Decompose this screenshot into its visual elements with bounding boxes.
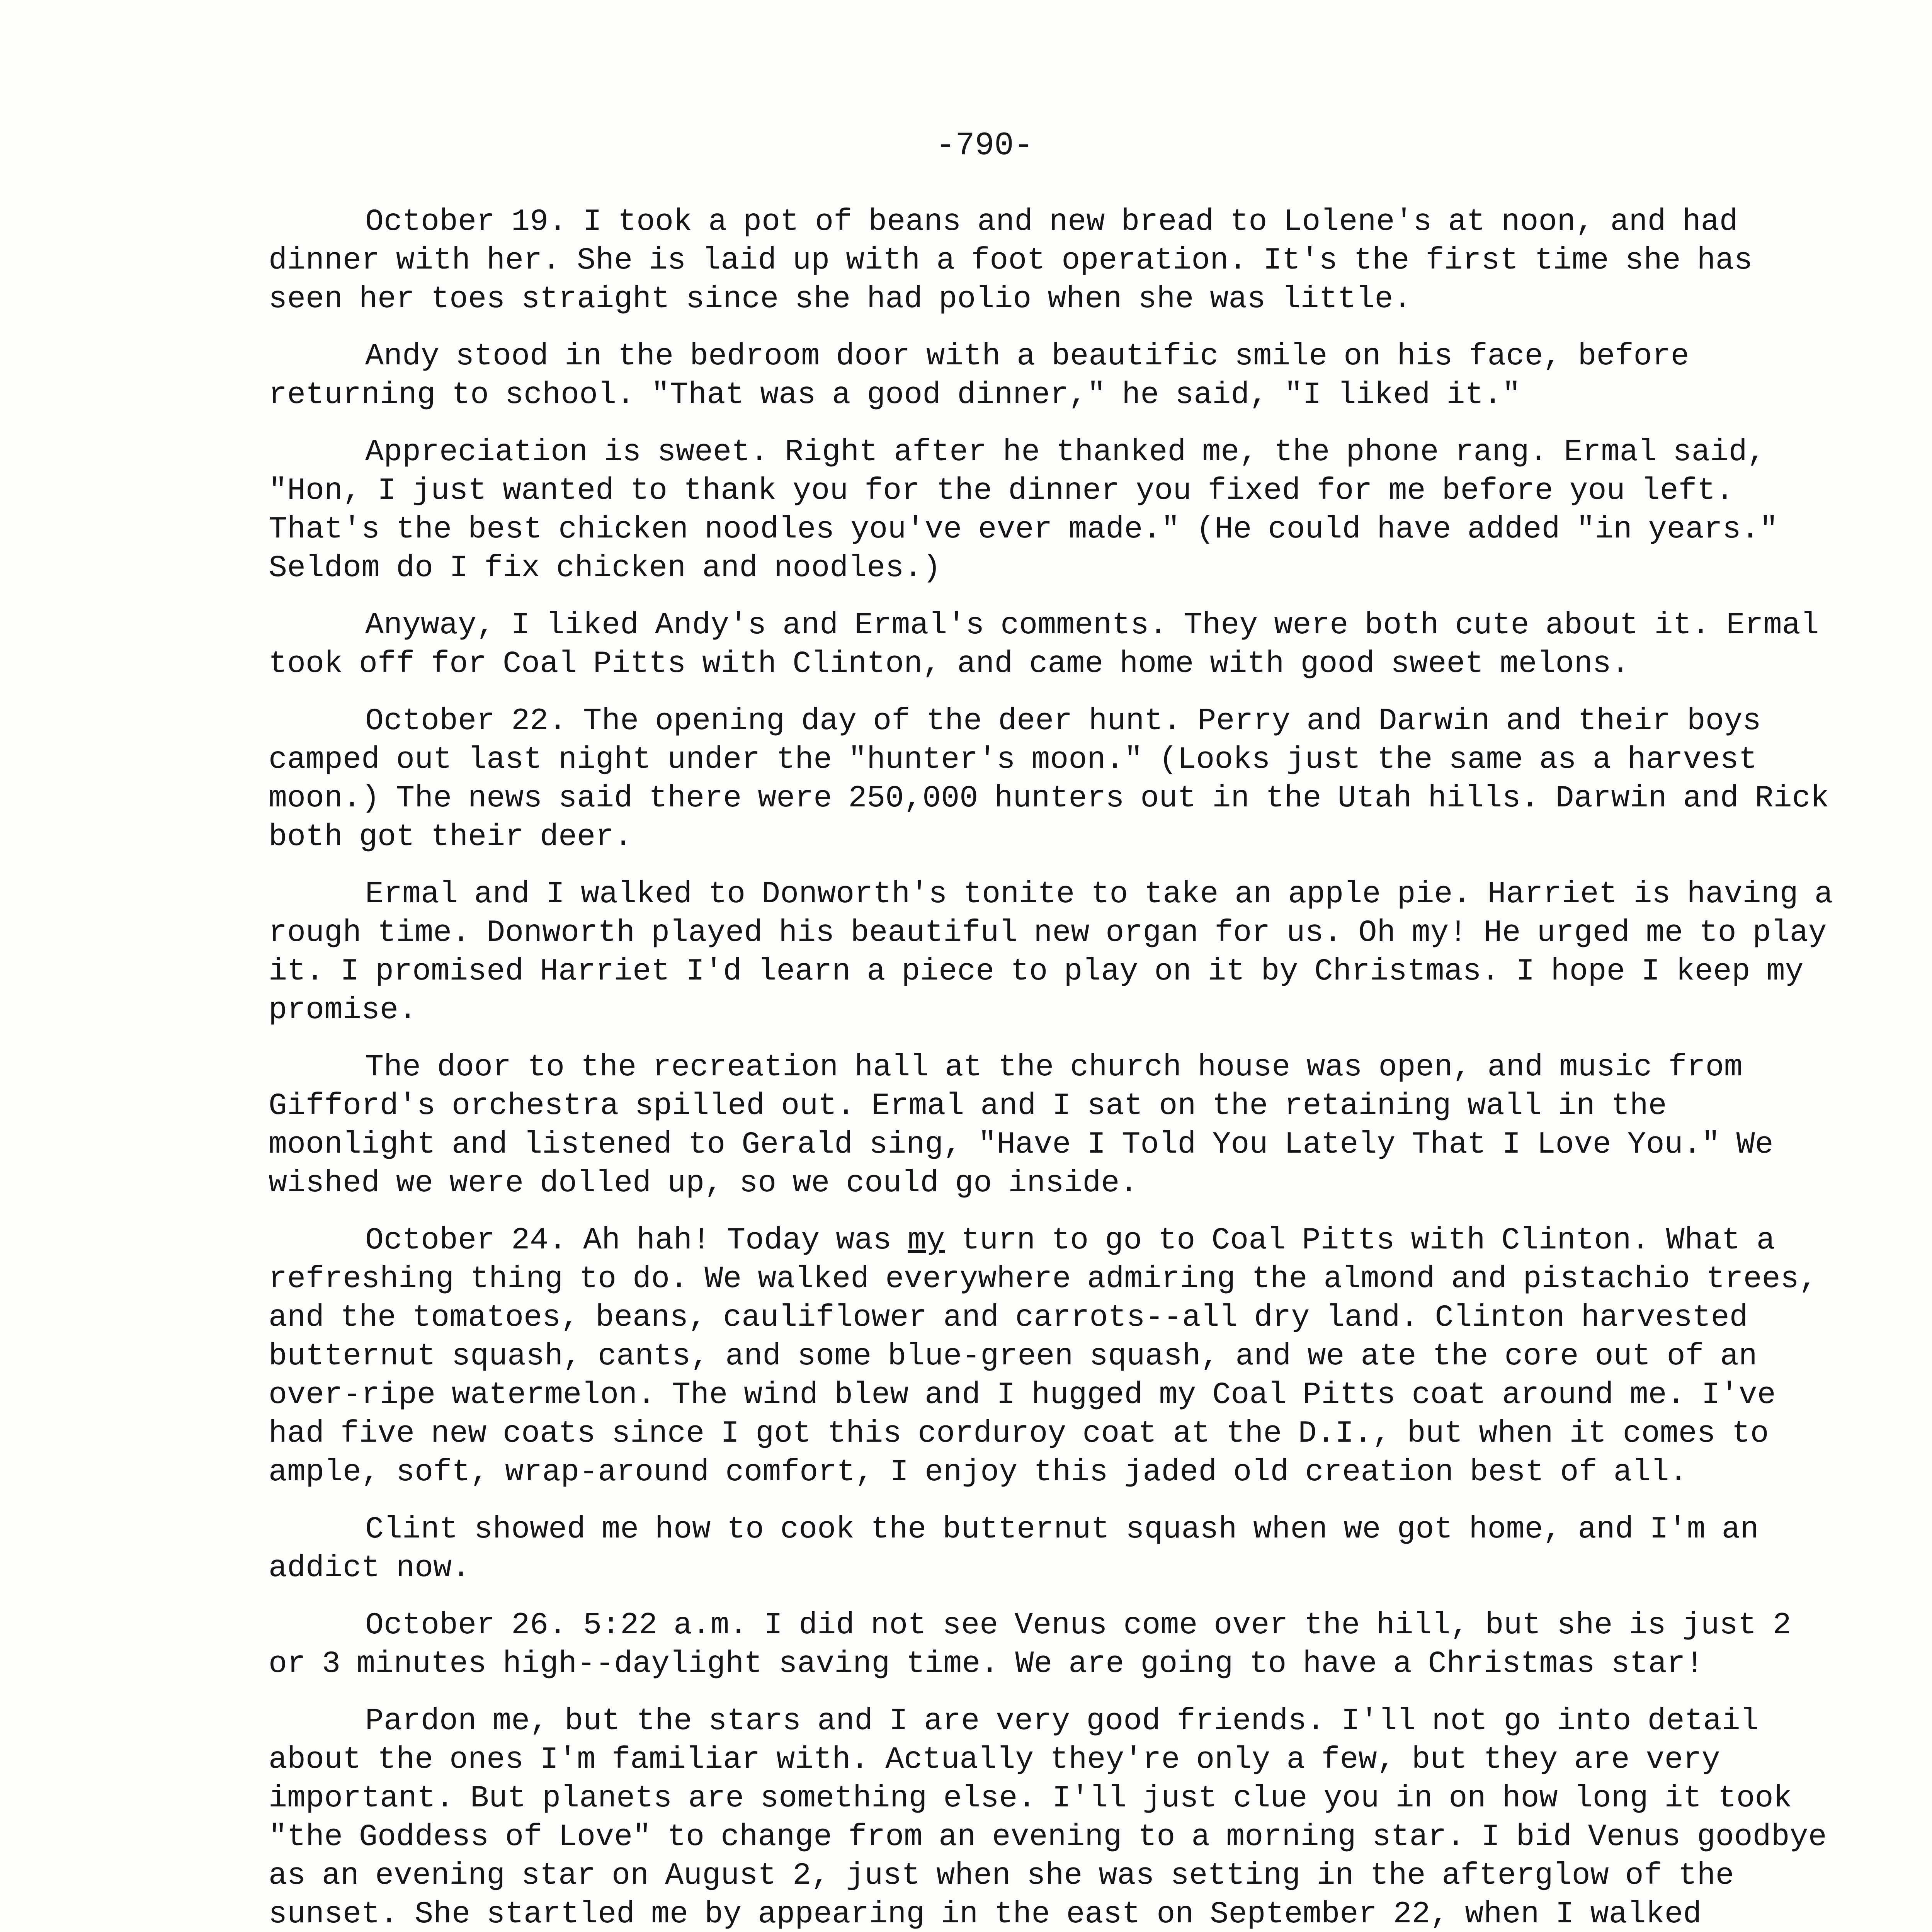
paragraph-appreciation: Appreciation is sweet. Right after he thanked me, the phone rang. Ermal said, "Hon, I just wanted to thank you for the dinner you fixed for me before you left. That's the best chicken noodles you've ever made." (He could have added "in years." Seldom do I fix chicken and noodles.) bbox=[269, 435, 1778, 586]
page-number: -790- bbox=[935, 128, 1034, 164]
paragraph-comments: Anyway, I liked Andy's and Ermal's comments. They were both cute about it. Ermal took off for Coal Pitts with Clinton, and came home with good sweet melons. bbox=[269, 608, 1819, 682]
paragraph-oct24 bbox=[269, 1221, 1841, 1492]
paragraph-donworth: Ermal and I walked to Donworth's tonite to take an apple pie. Harriet is having a rough time. Donworth played his beautiful new organ for us. Oh my! He urged me to play it. I promised Harriet I'd learn a piece to play on it by Christmas. I hope I keep my promise. bbox=[269, 877, 1833, 1028]
paragraph-squash: Clint showed me how to cook the butternut squash when we got home, and I'm an addict now. bbox=[269, 1512, 1759, 1586]
oct24-text-before: October 24. Ah hah! Today was bbox=[365, 1223, 908, 1258]
paragraph-andy: Andy stood in the bedroom door with a beautific smile on his face, before returning to school. "That was a good dinner," he said, "I liked it." bbox=[269, 339, 1689, 413]
paragraph-oct19: October 19. I took a pot of beans and new bread to Lolene's at noon, and had dinner with her. She is laid up with a foot operation. It's the first time she has seen her toes straight since she had polio when she was little. bbox=[269, 204, 1753, 317]
paragraph-oct26: October 26. 5:22 a.m. I did not see Venus come over the hill, but she is just 2 or 3 minutes high--daylight saving time. We are going to have a Christmas star! bbox=[269, 1608, 1791, 1682]
oct24-text-after: turn to go to Coal Pitts with Clinton. What a refreshing thing to do. We walked everywhere admiring the almond and pistachio trees, and the tomatoes, beans, cauliflower and carrots--all dry land. Clinton harvested butternut squash, cants, and some blue-green squash, and we ate the core out of an over-ripe watermelon. The wind blew and I hugged my Coal Pitts coat around me. I've had five new coats since I got this corduroy coat at the D.I., but when it comes to ample, soft, wrap-around comfort, I enjoy this jaded old creation best of all. bbox=[269, 1223, 1818, 1490]
paragraph-stars: Pardon me, but the stars and I are very good friends. I'll not go into detail about the ones I'm familiar with. Actually they're only a few, but they are very important. But planets are something else. I'll just clue you in on how long it took "the Goddess of Love" to change from an evening to a morning star. I bid Venus goodbye as an evening star on August 2, just when she was setting in the afterglow of the sunset. She startled me by appearing in the east on September 22, when I walked bbox=[269, 1704, 1827, 1932]
document-body bbox=[269, 203, 1841, 1932]
paragraph-oct22: October 22. The opening day of the deer hunt. Perry and Darwin and their boys camped out last night under the "hunter's moon." (Looks just the same as a harvest moon.) The news said there were 250,000 hunters out in the Utah hills. Darwin and Rick both got their deer. bbox=[269, 704, 1829, 855]
oct24-underlined-word: my bbox=[908, 1223, 945, 1258]
paragraph-recreation-hall: The door to the recreation hall at the church house was open, and music from Gifford's orchestra spilled out. Ermal and I sat on the retaining wall in the moonlight and listened to Gerald sing, "Have I Told You Lately That I Love You." We wished we were dolled up, so we could go inside. bbox=[269, 1050, 1774, 1201]
